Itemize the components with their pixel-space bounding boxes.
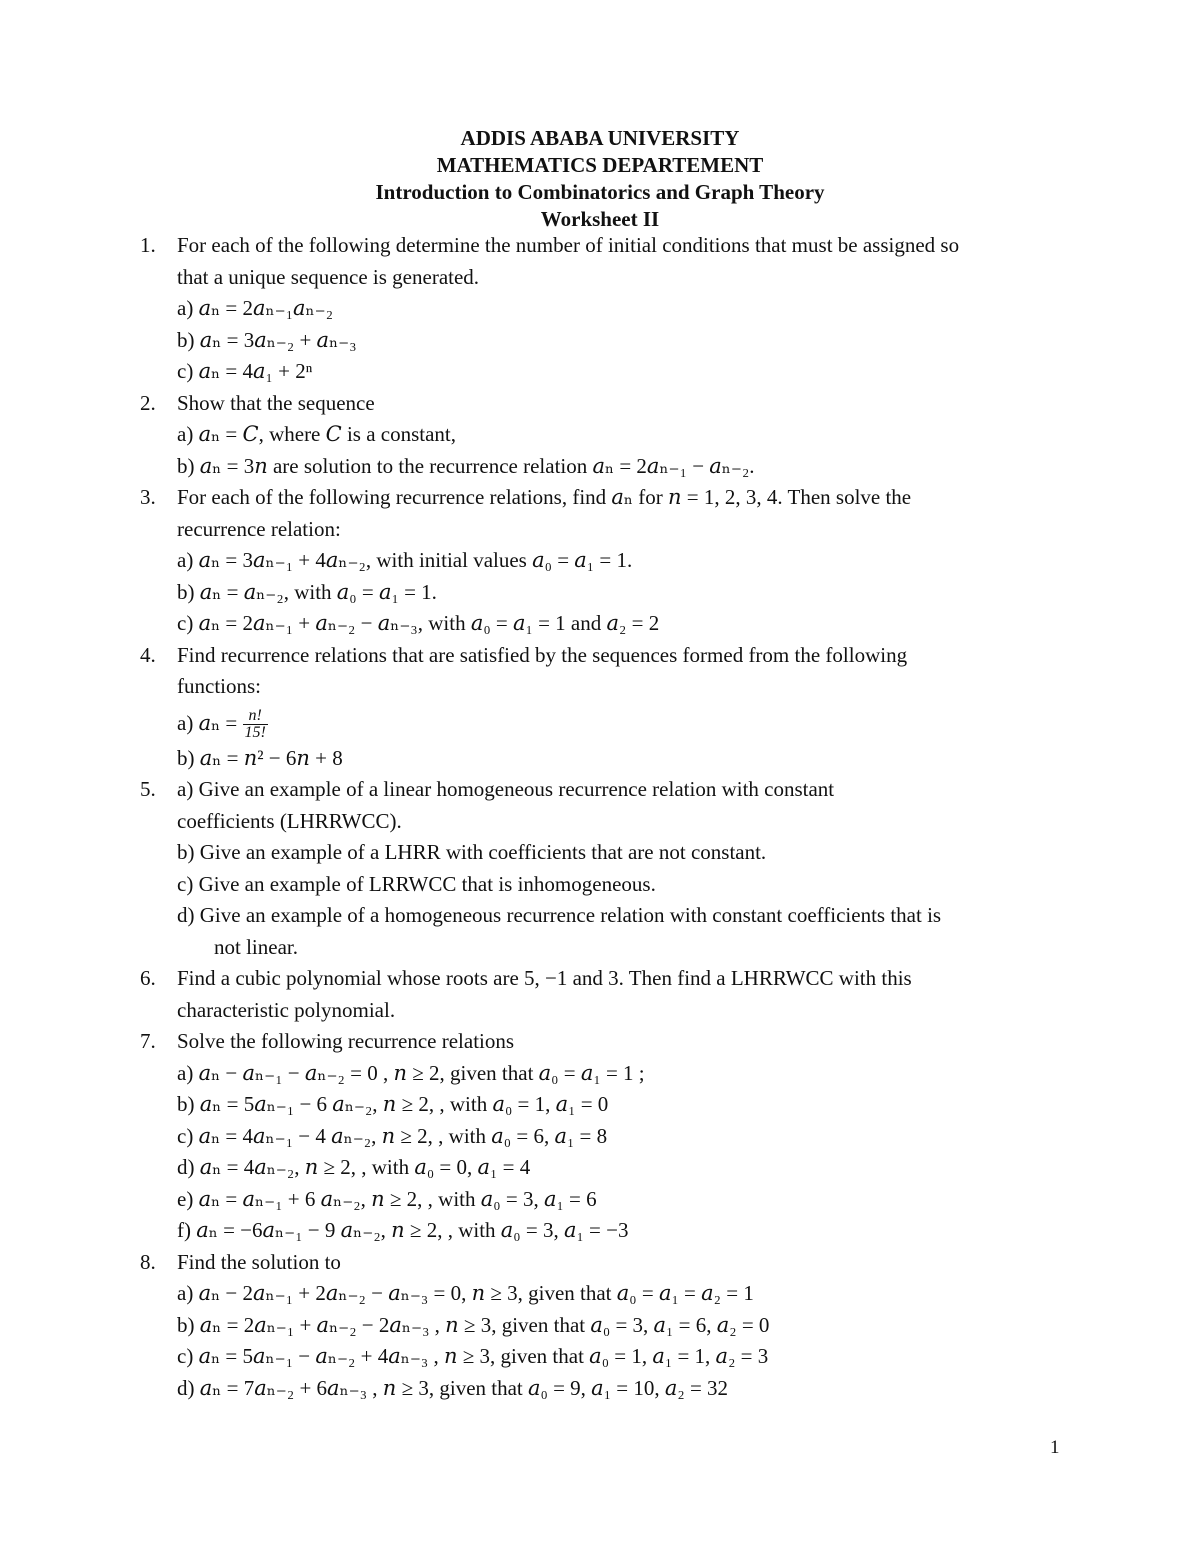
question-text: coefficients (LHRRWCC). [177, 808, 402, 833]
sub-question: b) Give an example of a LHRR with coefficients that are not constant. [177, 840, 767, 864]
sub-question: c) 𝑎ₙ = 4𝑎ₙ₋₁ − 4 𝑎ₙ₋₂, 𝑛 ≥ 2, , with 𝑎₀ = 6, 𝑎₁ = 8 [177, 1123, 608, 1148]
question-number: 6. [140, 966, 156, 990]
sub-question: d) 𝑎ₙ = 7𝑎ₙ₋₂ + 6𝑎ₙ₋₃ , 𝑛 ≥ 3, given that 𝑎₀ = 9, 𝑎₁ = 10, 𝑎₂ = 32 [177, 1375, 729, 1400]
university-title: ADDIS ABABA UNIVERSITY [460, 126, 740, 150]
sub-question [177, 703, 268, 743]
question-2 [140, 388, 1080, 420]
worksheet-title: Worksheet II [540, 207, 660, 231]
question-text: Show that the sequence [177, 390, 375, 415]
sub-question: e) 𝑎ₙ = 𝑎ₙ₋₁ + 6 𝑎ₙ₋₂, 𝑛 ≥ 2, , with 𝑎₀ = 3, 𝑎₁ = 6 [177, 1186, 597, 1211]
sub-question: c) 𝑎ₙ = 2𝑎ₙ₋₁ + 𝑎ₙ₋₂ − 𝑎ₙ₋₃, with 𝑎₀ = 𝑎₁ = 1 and 𝑎₂ = 2 [177, 611, 660, 635]
sub-question: c) 𝑎ₙ = 5𝑎ₙ₋₁ − 𝑎ₙ₋₂ + 4𝑎ₙ₋₃ , 𝑛 ≥ 3, given that 𝑎₀ = 1, 𝑎₁ = 1, 𝑎₂ = 3 [177, 1344, 769, 1368]
sub-question: b) 𝑎ₙ = 𝑛² − 6𝑛 + 8 [177, 745, 343, 770]
question-number: 4. [140, 642, 156, 667]
question-text: that a unique sequence is generated. [177, 264, 480, 289]
question-1 [140, 230, 1080, 262]
question-text: a) Give an example of a linear homogeneous recurrence relation with constant [177, 777, 835, 801]
question-6 [140, 963, 1080, 995]
question-7 [140, 1026, 1080, 1058]
question-number: 3. [140, 485, 156, 509]
question-5 [140, 774, 1080, 806]
question-list [140, 230, 1080, 1404]
question-text: functions: [177, 674, 261, 698]
question-text: Find a cubic polynomial whose roots are 5, −1 and 3. Then find a LHRRWCC with this [177, 966, 912, 990]
question-8 [140, 1247, 1080, 1279]
fraction-numerator: n! [243, 708, 268, 725]
page-number: 1 [1050, 1437, 1060, 1458]
sub-question: f) 𝑎ₙ = −6𝑎ₙ₋₁ − 9 𝑎ₙ₋₂, 𝑛 ≥ 2, , with 𝑎₀ = 3, 𝑎₁ = −3 [177, 1218, 629, 1242]
question-3 [140, 482, 1080, 514]
sub-question: b) 𝑎ₙ = 2𝑎ₙ₋₁ + 𝑎ₙ₋₂ − 2𝑎ₙ₋₃ , 𝑛 ≥ 3, given that 𝑎₀ = 3, 𝑎₁ = 6, 𝑎₂ = 0 [177, 1312, 770, 1337]
sub-question: b) 𝑎ₙ = 3𝑛 are solution to the recurrence relation 𝑎ₙ = 2𝑎ₙ₋₁ − 𝑎ₙ₋₂. [177, 453, 755, 478]
question-text: Find the solution to [177, 1249, 341, 1274]
question-4 [140, 640, 1080, 672]
question-text: For each of the following determine the number of initial conditions that must be assigned so [177, 233, 960, 257]
sub-question: b) 𝑎ₙ = 5𝑎ₙ₋₁ − 6 𝑎ₙ₋₂, 𝑛 ≥ 2, , with 𝑎₀ = 1, 𝑎₁ = 0 [177, 1092, 609, 1116]
question-number: 1. [140, 233, 156, 257]
question-number: 8. [140, 1249, 156, 1274]
fraction [243, 708, 268, 741]
sub-question: a) 𝑎ₙ = 𝐶, where 𝐶 is a constant, [177, 422, 457, 446]
question-number: 7. [140, 1029, 156, 1053]
question-text: Find recurrence relations that are satisfied by the sequences formed from the following [177, 642, 908, 667]
sub-question: b) 𝑎ₙ = 3𝑎ₙ₋₂ + 𝑎ₙ₋₃ [177, 327, 357, 352]
sub-question: d) 𝑎ₙ = 4𝑎ₙ₋₂, 𝑛 ≥ 2, , with 𝑎₀ = 0, 𝑎₁ = 4 [177, 1155, 531, 1179]
course-title: Introduction to Combinatorics and Graph Theory [375, 180, 825, 204]
sub-question: d) Give an example of a homogeneous recurrence relation with constant coefficients that is [177, 903, 942, 927]
sub-question-prefix: a) 𝑎ₙ = [177, 710, 243, 735]
question-text: For each of the following recurrence relations, find 𝑎ₙ for 𝑛 = 1, 2, 3, 4. Then solve the [177, 485, 912, 509]
sub-question: b) 𝑎ₙ = 𝑎ₙ₋₂, with 𝑎₀ = 𝑎₁ = 1. [177, 579, 437, 604]
sub-question: a) 𝑎ₙ − 2𝑎ₙ₋₁ + 2𝑎ₙ₋₂ − 𝑎ₙ₋₃ = 0, 𝑛 ≥ 3, given that 𝑎₀ = 𝑎₁ = 𝑎₂ = 1 [177, 1281, 754, 1305]
sub-question: a) 𝑎ₙ = 2𝑎ₙ₋₁𝑎ₙ₋₂ [177, 296, 334, 320]
question-number: 5. [140, 777, 156, 801]
question-number: 2. [140, 390, 156, 415]
question-text: characteristic polynomial. [177, 997, 396, 1022]
fraction-denominator: 15! [244, 724, 266, 742]
sub-question: a) 𝑎ₙ − 𝑎ₙ₋₁ − 𝑎ₙ₋₂ = 0 , 𝑛 ≥ 2, given that 𝑎₀ = 𝑎₁ = 1 ; [177, 1060, 645, 1085]
department-title: MATHEMATICS DEPARTEMENT [436, 153, 764, 177]
sub-question: c) 𝑎ₙ = 4𝑎₁ + 2ⁿ [177, 359, 313, 383]
sub-question: a) 𝑎ₙ = 3𝑎ₙ₋₁ + 4𝑎ₙ₋₂, with initial values 𝑎₀ = 𝑎₁ = 1. [177, 548, 633, 572]
question-text: recurrence relation: [177, 516, 341, 541]
sub-question: not linear. [214, 934, 298, 959]
sub-question: c) Give an example of LRRWCC that is inhomogeneous. [177, 871, 656, 896]
question-text: Solve the following recurrence relations [177, 1029, 515, 1053]
